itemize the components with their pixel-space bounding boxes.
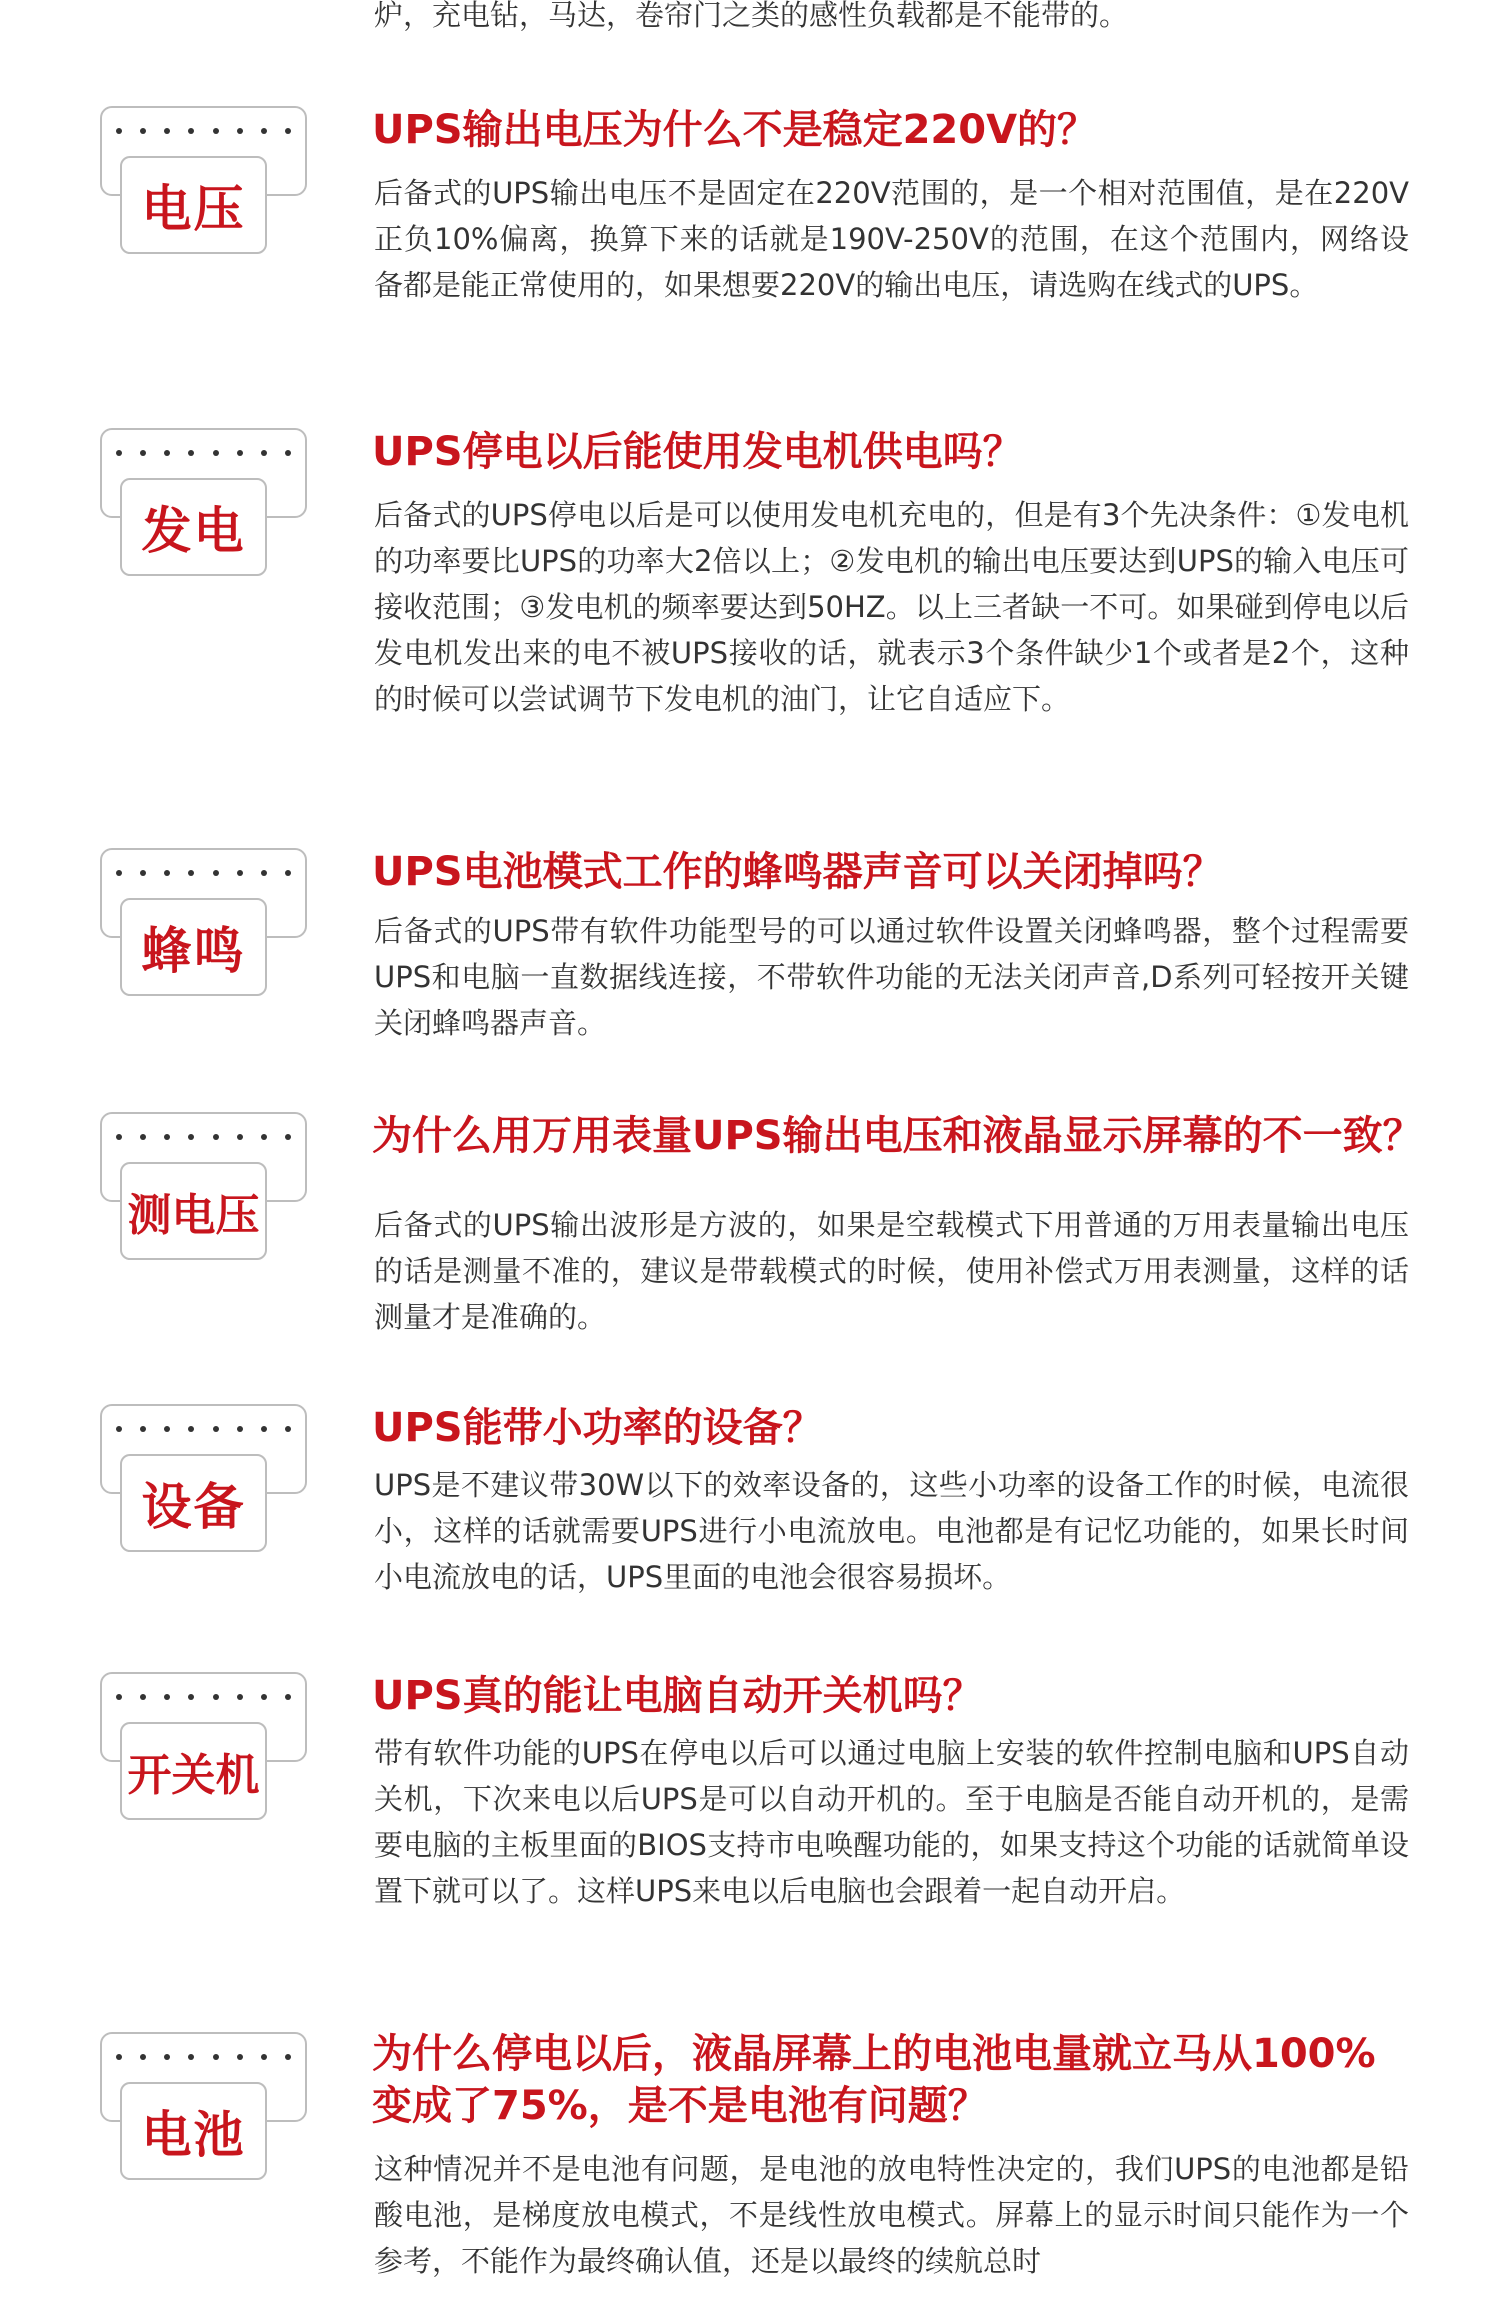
tag-label: 电池	[141, 2106, 246, 2164]
tag-label: 发电	[141, 502, 246, 560]
tag-dots-decoration	[116, 870, 291, 876]
answer-text: 后备式的UPS停电以后是可以使用发电机充电的，但是有3个先决条件：①发电机的功率要比UPS的功率大2倍以上；②发电机的输出电压要达到UPS的输入电压可接收范围；③发电机的频率要达到50HZ。以上三者缺一不可。如果碰到停电以后发电机发出来的电不被UPS接收的话，就表示3个条件缺少1个或者是2个，这种的时候可以尝试调节下发电机的油门，让它自适应下。	[374, 498, 1409, 716]
question-title: 为什么停电以后，液晶屏幕上的电池电量就立马从100%变成了75%，是不是电池有问题？	[372, 2031, 1376, 2129]
question-title: 为什么用万用表量UPS输出电压和液晶显示屏幕的不一致？	[372, 1113, 1423, 1159]
tag-dots-decoration	[116, 128, 291, 134]
tag-label-box	[120, 1162, 267, 1260]
tag-box	[100, 1112, 307, 1260]
tag-label-box	[120, 478, 267, 576]
tag-box	[100, 2032, 307, 2180]
tag-label: 设备	[141, 1478, 246, 1536]
tag-dots-decoration	[116, 1426, 291, 1432]
tag-label-box	[120, 1454, 267, 1552]
tag-label-box	[120, 898, 267, 996]
question-title: UPS输出电压为什么不是稳定220V的？	[372, 107, 1098, 153]
tag-dots-decoration	[116, 1694, 291, 1700]
answer-text: 带有软件功能的UPS在停电以后可以通过电脑上安装的软件控制电脑和UPS自动关机，下次来电以后UPS是可以自动开机的。至于电脑是否能自动开机的，是需要电脑的主板里面的BIOS支持市电唤醒功能的，如果支持这个功能的话就简单设置下就可以了。这样UPS来电以后电脑也会跟着一起自动开启。	[374, 1736, 1409, 1908]
tag-box	[100, 106, 307, 254]
tag-label-box	[120, 1722, 267, 1820]
tag-label: 电压	[141, 180, 246, 238]
tag-box	[100, 848, 307, 996]
tag-label-box	[120, 2082, 267, 2180]
tag-dots-decoration	[116, 2054, 291, 2060]
tag-box	[100, 1672, 307, 1820]
answer-text: 后备式的UPS输出波形是方波的，如果是空载模式下用普通的万用表量输出电压的话是测量不准的，建议是带载模式的时候，使用补偿式万用表测量，这样的话测量才是准确的。	[374, 1208, 1409, 1334]
tag-dots-decoration	[116, 450, 291, 456]
answer-text: 后备式的UPS输出电压不是固定在220V范围的，是一个相对范围值，是在220V正负10%偏离，换算下来的话就是190V-250V的范围，在这个范围内，网络设备都是能正常使用的，如果想要220V的输出电压，请选购在线式的UPS。	[374, 176, 1409, 302]
tag-label: 开关机	[127, 1750, 260, 1801]
tag-dots-decoration	[116, 1134, 291, 1140]
tag-label-box	[120, 156, 267, 254]
tag-label: 蜂鸣	[141, 922, 246, 980]
answer-text: UPS是不建议带30W以下的效率设备的，这些小功率的设备工作的时候，电流很小，这样的话就需要UPS进行小电流放电。电池都是有记忆功能的，如果长时间小电流放电的话，UPS里面的电池会很容易损坏。	[374, 1468, 1409, 1594]
question-title: UPS停电以后能使用发电机供电吗？	[372, 429, 1023, 475]
tag-box	[100, 428, 307, 576]
tag-label: 测电压	[127, 1190, 260, 1241]
answer-text: 这种情况并不是电池有问题，是电池的放电特性决定的，我们UPS的电池都是铅酸电池，是梯度放电模式，不是线性放电模式。屏幕上的显示时间只能作为一个参考，不能作为最终确认值，还是以最终的续航总时	[374, 2152, 1409, 2278]
answer-text: 后备式的UPS带有软件功能型号的可以通过软件设置关闭蜂鸣器，整个过程需要UPS和电脑一直数据线连接，不带软件功能的无法关闭声音,D系列可轻按开关键关闭蜂鸣器声音。	[374, 914, 1409, 1040]
intro-text-tail: 炉，充电钻，马达，卷帘门之类的感性负载都是不能带的。	[374, 0, 1129, 32]
question-title: UPS真的能让电脑自动开关机吗？	[372, 1673, 983, 1719]
tag-box	[100, 1404, 307, 1552]
question-title: UPS能带小功率的设备？	[372, 1405, 823, 1451]
question-title: UPS电池模式工作的蜂鸣器声音可以关闭掉吗？	[372, 849, 1223, 895]
